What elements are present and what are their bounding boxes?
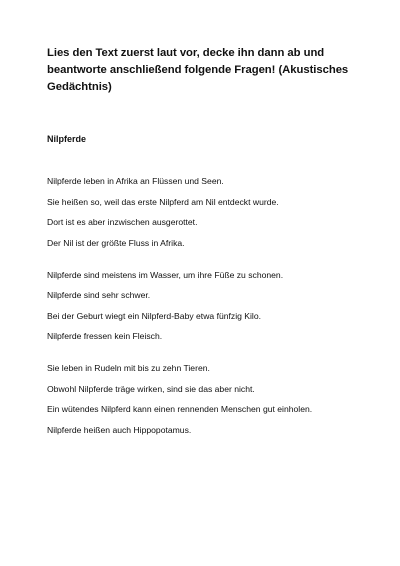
text-line: Ein wütendes Nilpferd kann einen rennenden Menschen gut einholen. xyxy=(47,404,313,414)
paragraph-1 xyxy=(47,175,360,249)
text-line: Sie leben in Rudeln mit bis zu zehn Tieren. xyxy=(47,363,210,373)
text-line: Nilpferde leben in Afrika an Flüssen und Seen. xyxy=(47,176,224,186)
text-line: Nilpferde sind sehr schwer. xyxy=(47,290,151,300)
text-line: Bei der Geburt wiegt ein Nilpferd-Baby etwa fünfzig Kilo. xyxy=(47,310,261,321)
paragraph-2 xyxy=(47,269,360,343)
paragraph-3 xyxy=(47,362,360,436)
text-line: Dort ist es aber inzwischen ausgerottet. xyxy=(47,217,198,227)
text-line: Nilpferde fressen kein Fleisch. xyxy=(47,331,163,341)
text-line: Sie heißen so, weil das erste Nilpferd am Nil entdeckt wurde. xyxy=(47,196,279,207)
text-line: Der Nil ist der größte Fluss in Afrika. xyxy=(47,237,185,248)
instruction-heading: Lies den Text zuerst laut vor, decke ihn dann ab und beantworte anschließend folgende Fragen! (Akustisches Gedächtnis) xyxy=(47,47,349,93)
text-line: Nilpferde heißen auch Hippopotamus. xyxy=(47,424,192,435)
text-title: Nilpferde xyxy=(47,134,87,144)
text-line: Obwohl Nilpferde träge wirken, sind sie das aber nicht. xyxy=(47,383,255,394)
text-line: Nilpferde sind meistens im Wasser, um ihre Füße zu schonen. xyxy=(47,269,284,280)
